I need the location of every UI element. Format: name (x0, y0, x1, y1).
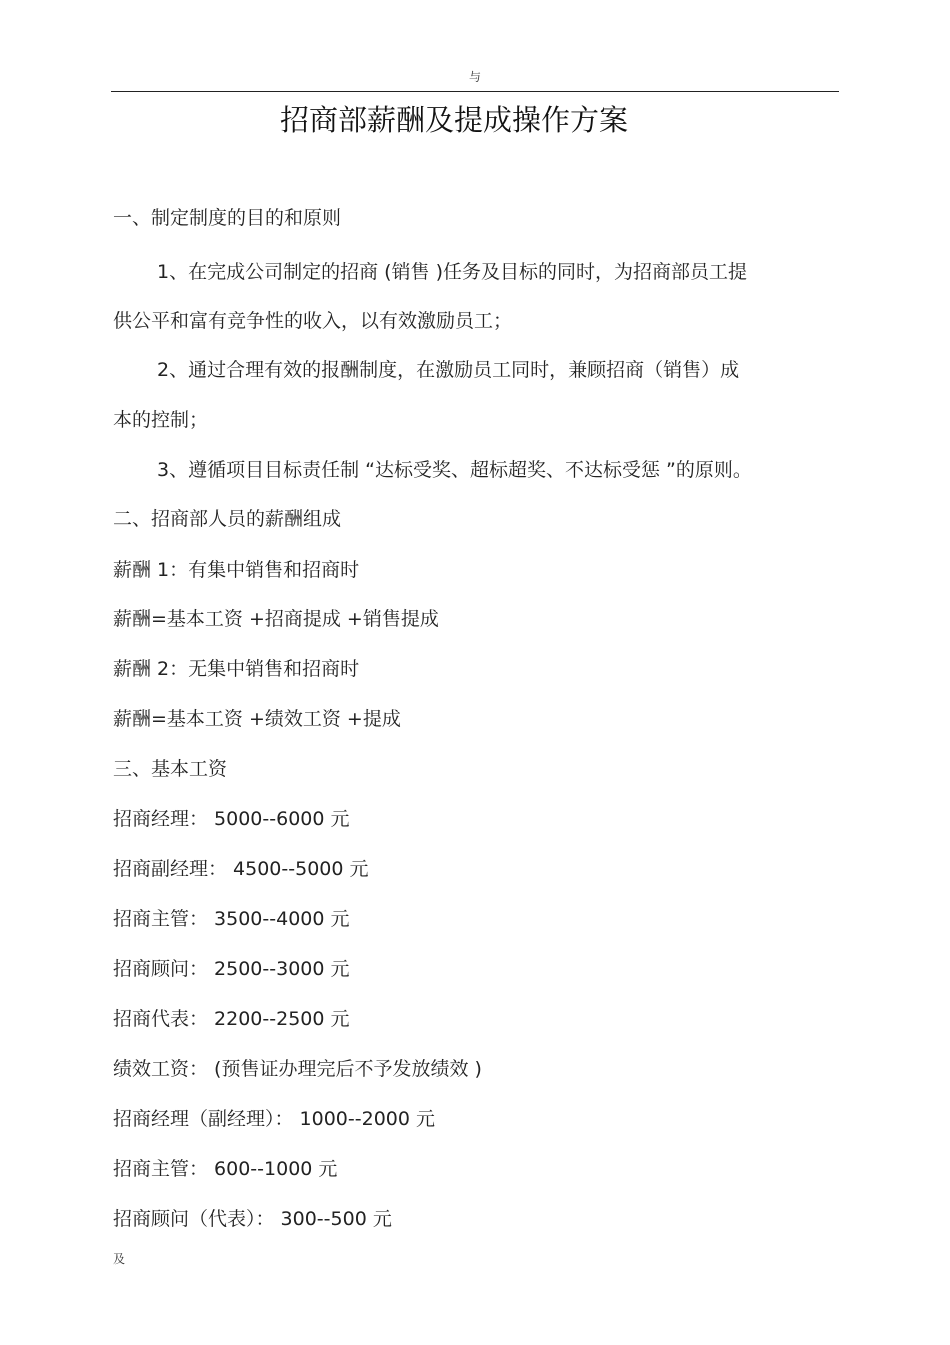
salary-case-1-label: 薪酬 1：有集中销售和招商时 (113, 559, 360, 581)
salary-case-2-label: 薪酬 2：无集中销售和招商时 (113, 658, 360, 680)
base-salary-item: 招商代表： 2200--2500 元 (113, 1008, 350, 1030)
performance-pay-item: 招商经理（副经理）： 1000--2000 元 (113, 1108, 435, 1130)
salary-case-2-formula: 薪酬=基本工资 +绩效工资 +提成 (113, 708, 401, 730)
performance-pay-item: 招商顾问（代表）： 300--500 元 (113, 1208, 392, 1230)
section-1-item-2-line-1: 2、通过合理有效的报酬制度，在激励员工同时，兼顾招商（销售）成 (157, 359, 740, 381)
section-1-heading: 一、制定制度的目的和原则 (113, 207, 342, 229)
base-salary-item: 招商顾问： 2500--3000 元 (113, 958, 350, 980)
section-1-item-3: 3、遵循项目目标责任制 “达标受奖、超标超奖、不达标受惩 ”的原则。 (157, 459, 752, 481)
performance-pay-heading: 绩效工资： (预售证办理完后不予发放绩效 ) (113, 1058, 482, 1080)
section-1-item-1-line-2: 供公平和富有竞争性的收入，以有效激励员工； (113, 310, 513, 332)
section-3-heading: 三、基本工资 (113, 758, 228, 780)
footer-mark: 及 (113, 1252, 126, 1266)
performance-pay-item: 招商主管： 600--1000 元 (113, 1158, 338, 1180)
document-title: 招商部薪酬及提成操作方案 (279, 103, 628, 137)
section-2-heading: 二、招商部人员的薪酬组成 (113, 508, 342, 530)
base-salary-item: 招商主管： 3500--4000 元 (113, 908, 350, 930)
header-divider (111, 91, 839, 92)
header-mark: 与 (468, 70, 481, 84)
base-salary-item: 招商副经理： 4500--5000 元 (113, 858, 369, 880)
base-salary-item: 招商经理： 5000--6000 元 (113, 808, 350, 830)
section-1-item-1-line-1: 1、在完成公司制定的招商 (销售 )任务及目标的同时，为招商部员工提 (157, 261, 747, 283)
salary-case-1-formula: 薪酬=基本工资 +招商提成 +销售提成 (113, 608, 439, 630)
section-1-item-2-line-2: 本的控制； (113, 409, 209, 431)
